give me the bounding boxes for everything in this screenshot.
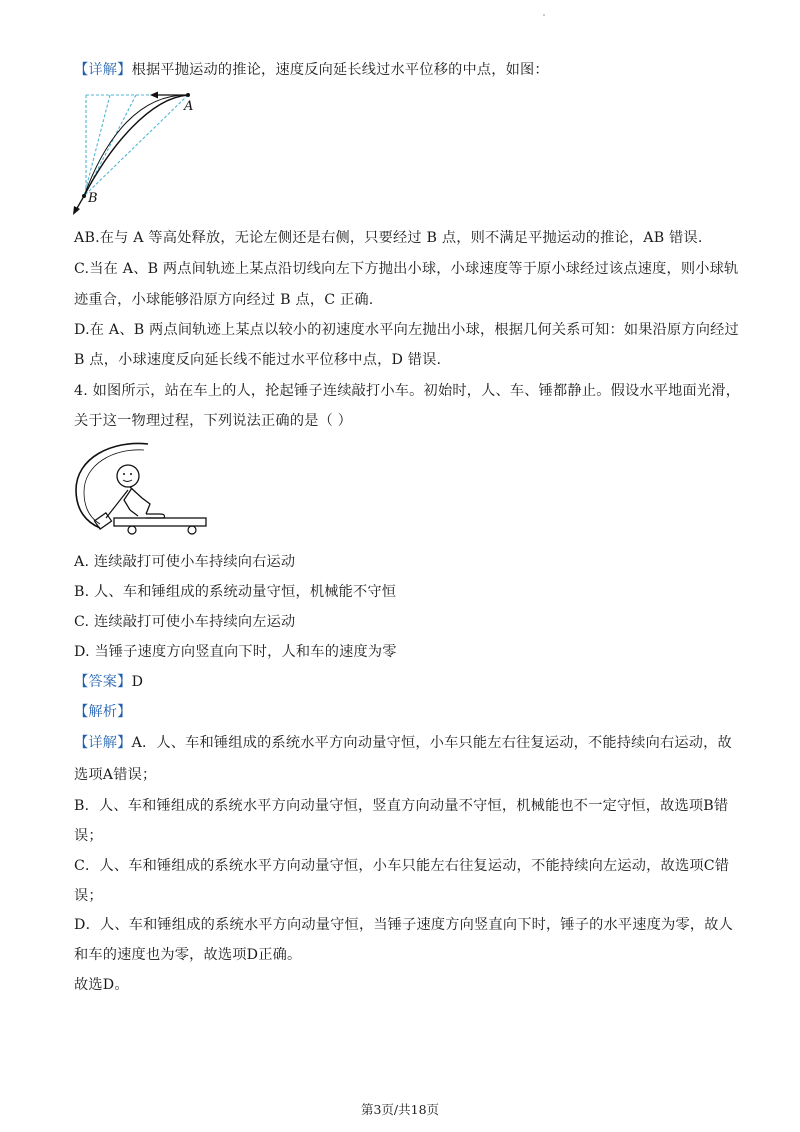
question-stem-line1: 4. 如图所示，站在车上的人，抡起锤子连续敲打小车。初始时，人、车、锤都静止。假设水平地面光滑，	[74, 383, 741, 399]
projectile-figure	[70, 86, 210, 216]
detail-line-9: 故选D。	[74, 977, 129, 993]
option-c: C. 连续敲打可使小车持续向左运动	[74, 614, 296, 630]
detail-line-8: 和车的速度也为零，故选项D正确。	[74, 947, 302, 963]
detail-line-3: B．人、车和锤组成的系统水平方向动量守恒，竖直方向动量不守恒，机械能也不一定守恒，故选项B错	[74, 798, 729, 814]
paragraph-c-line1: C.当在 A、B 两点间轨迹上某点沿切线向左下方抛出小球，小球速度等于原小球经过该点速度，则小球轨	[74, 261, 739, 277]
detail-label-1: 【详解】	[74, 62, 132, 78]
analysis-line	[74, 702, 734, 722]
paragraph-d-line1: D.在 A、B 两点间轨迹上某点以较小的初速度水平向左抛出小球，根据几何关系可知：如果沿原方向经过	[74, 322, 739, 338]
option-d: D. 当锤子速度方向竖直向下时，人和车的速度为零	[74, 644, 397, 660]
question-stem-line2: 关于这一物理过程，下列说法正确的是（ ）	[74, 413, 353, 429]
paragraph-intro	[74, 60, 734, 80]
detail-line-6: 误；	[74, 888, 103, 904]
answer-line	[74, 672, 734, 692]
option-a: A. 连续敲打可使小车持续向右运动	[74, 554, 296, 570]
label-point-b: B	[88, 191, 98, 206]
scan-dot	[543, 14, 545, 16]
analysis-label: 【解析】	[74, 704, 132, 720]
option-b: B. 人、车和锤组成的系统动量守恒，机械能不守恒	[74, 584, 397, 600]
detail-line-4: 误；	[74, 828, 103, 844]
answer-label: 【答案】	[74, 674, 132, 690]
detail-line-2: 选项A错误；	[74, 767, 157, 783]
label-point-a: A	[184, 99, 194, 114]
detail-line-1	[74, 733, 734, 753]
hammer-cart-figure	[72, 438, 212, 538]
detail-text-1: A．人、车和锤组成的系统水平方向动量守恒，小车只能左右往复运动，不能持续向右运动，故	[131, 735, 732, 751]
detail-line-5: C．人、车和锤组成的系统水平方向动量守恒，小车只能左右往复运动，不能持续向左运动，故选项C错	[74, 858, 730, 874]
paragraph-ab: AB.在与 A 等高处释放，无论左侧还是右侧，只要经过 B 点，则不满足平抛运动的推论，AB 错误.	[74, 230, 703, 246]
paragraph-c-line2: 迹重合，小球能够沿原方向经过 B 点，C 正确.	[74, 292, 374, 308]
page-footer: 第3页/共18页	[360, 1102, 440, 1117]
intro-text: 根据平抛运动的推论，速度反向延长线过水平位移的中点，如图：	[131, 62, 549, 78]
paragraph-d-line2: B 点，小球速度反向延长线不能过水平位移中点，D 错误.	[74, 352, 442, 368]
answer-value: D	[131, 674, 144, 690]
detail-label-2: 【详解】	[74, 735, 132, 751]
detail-line-7: D．人、车和锤组成的系统水平方向动量守恒，当锤子速度方向竖直向下时，锤子的水平速度为零，故人	[74, 917, 734, 933]
